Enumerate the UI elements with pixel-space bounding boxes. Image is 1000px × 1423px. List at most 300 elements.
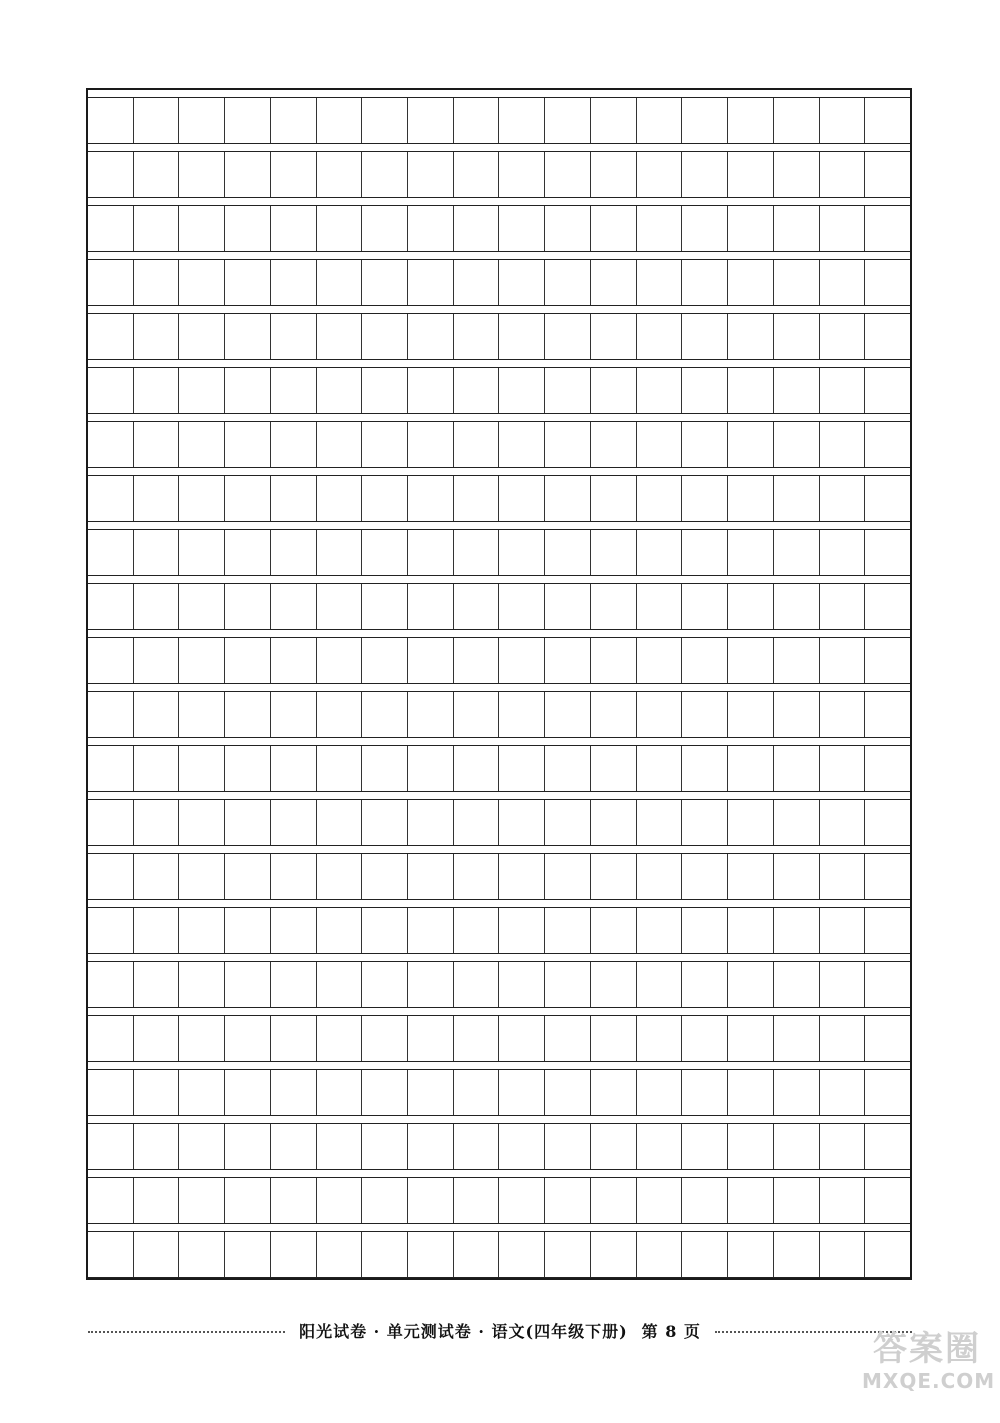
grid-cell[interactable]	[499, 368, 545, 413]
grid-cell[interactable]	[317, 422, 363, 467]
grid-cell[interactable]	[271, 1178, 317, 1223]
grid-cell[interactable]	[499, 1178, 545, 1223]
grid-cell[interactable]	[591, 1016, 637, 1061]
grid-cell[interactable]	[820, 962, 866, 1007]
grid-cell[interactable]	[454, 746, 500, 791]
grid-cell[interactable]	[225, 638, 271, 683]
grid-cell[interactable]	[774, 800, 820, 845]
grid-cell[interactable]	[499, 908, 545, 953]
grid-cell[interactable]	[271, 314, 317, 359]
grid-cell[interactable]	[408, 638, 454, 683]
grid-cell[interactable]	[134, 476, 180, 521]
grid-cell[interactable]	[362, 368, 408, 413]
grid-cell[interactable]	[774, 1016, 820, 1061]
grid-cell[interactable]	[362, 746, 408, 791]
grid-cell[interactable]	[271, 368, 317, 413]
grid-cell[interactable]	[179, 98, 225, 143]
grid-cell[interactable]	[271, 530, 317, 575]
grid-cell[interactable]	[179, 1070, 225, 1115]
grid-cell[interactable]	[134, 314, 180, 359]
grid-cell[interactable]	[454, 260, 500, 305]
grid-cell[interactable]	[865, 962, 910, 1007]
grid-cell[interactable]	[865, 98, 910, 143]
grid-cell[interactable]	[179, 530, 225, 575]
grid-cell[interactable]	[317, 476, 363, 521]
grid-cell[interactable]	[774, 260, 820, 305]
grid-cell[interactable]	[820, 1124, 866, 1169]
grid-cell[interactable]	[317, 1070, 363, 1115]
grid-cell[interactable]	[682, 530, 728, 575]
grid-cell[interactable]	[88, 314, 134, 359]
grid-cell[interactable]	[271, 206, 317, 251]
grid-cell[interactable]	[499, 98, 545, 143]
grid-cell[interactable]	[408, 422, 454, 467]
grid-cell[interactable]	[317, 152, 363, 197]
grid-cell[interactable]	[88, 746, 134, 791]
grid-cell[interactable]	[591, 584, 637, 629]
grid-cell[interactable]	[865, 692, 910, 737]
grid-cell[interactable]	[271, 1016, 317, 1061]
grid-cell[interactable]	[88, 530, 134, 575]
grid-cell[interactable]	[637, 1070, 683, 1115]
grid-cell[interactable]	[545, 530, 591, 575]
grid-cell[interactable]	[545, 908, 591, 953]
grid-cell[interactable]	[408, 1232, 454, 1277]
grid-cell[interactable]	[774, 368, 820, 413]
grid-cell[interactable]	[454, 206, 500, 251]
grid-cell[interactable]	[637, 638, 683, 683]
grid-cell[interactable]	[682, 908, 728, 953]
grid-cell[interactable]	[865, 746, 910, 791]
grid-cell[interactable]	[591, 746, 637, 791]
grid-cell[interactable]	[179, 422, 225, 467]
grid-cell[interactable]	[774, 962, 820, 1007]
grid-cell[interactable]	[545, 1124, 591, 1169]
grid-cell[interactable]	[454, 854, 500, 899]
grid-cell[interactable]	[728, 530, 774, 575]
grid-cell[interactable]	[499, 638, 545, 683]
grid-cell[interactable]	[179, 908, 225, 953]
grid-cell[interactable]	[682, 152, 728, 197]
grid-cell[interactable]	[499, 692, 545, 737]
grid-cell[interactable]	[545, 1232, 591, 1277]
grid-cell[interactable]	[591, 638, 637, 683]
grid-cell[interactable]	[774, 530, 820, 575]
grid-cell[interactable]	[545, 260, 591, 305]
grid-cell[interactable]	[591, 152, 637, 197]
grid-cell[interactable]	[728, 1124, 774, 1169]
grid-cell[interactable]	[682, 638, 728, 683]
grid-cell[interactable]	[88, 692, 134, 737]
grid-cell[interactable]	[682, 98, 728, 143]
grid-cell[interactable]	[408, 800, 454, 845]
grid-cell[interactable]	[454, 476, 500, 521]
grid-cell[interactable]	[225, 854, 271, 899]
grid-cell[interactable]	[591, 206, 637, 251]
grid-cell[interactable]	[728, 854, 774, 899]
grid-cell[interactable]	[591, 368, 637, 413]
grid-cell[interactable]	[591, 422, 637, 467]
grid-cell[interactable]	[499, 1070, 545, 1115]
grid-cell[interactable]	[820, 260, 866, 305]
grid-cell[interactable]	[820, 422, 866, 467]
grid-cell[interactable]	[362, 206, 408, 251]
grid-cell[interactable]	[682, 584, 728, 629]
grid-cell[interactable]	[317, 638, 363, 683]
grid-cell[interactable]	[317, 1178, 363, 1223]
grid-cell[interactable]	[865, 1016, 910, 1061]
grid-cell[interactable]	[820, 530, 866, 575]
grid-cell[interactable]	[499, 800, 545, 845]
grid-cell[interactable]	[225, 1070, 271, 1115]
grid-cell[interactable]	[454, 1070, 500, 1115]
grid-cell[interactable]	[362, 908, 408, 953]
grid-cell[interactable]	[499, 1016, 545, 1061]
grid-cell[interactable]	[682, 1070, 728, 1115]
grid-cell[interactable]	[820, 1016, 866, 1061]
grid-cell[interactable]	[88, 1070, 134, 1115]
grid-cell[interactable]	[637, 476, 683, 521]
grid-cell[interactable]	[774, 476, 820, 521]
grid-cell[interactable]	[408, 1124, 454, 1169]
grid-cell[interactable]	[545, 206, 591, 251]
grid-cell[interactable]	[820, 1232, 866, 1277]
grid-cell[interactable]	[454, 422, 500, 467]
grid-cell[interactable]	[865, 1178, 910, 1223]
grid-cell[interactable]	[499, 854, 545, 899]
grid-cell[interactable]	[637, 206, 683, 251]
grid-cell[interactable]	[545, 368, 591, 413]
grid-cell[interactable]	[362, 638, 408, 683]
grid-cell[interactable]	[591, 1070, 637, 1115]
grid-cell[interactable]	[271, 800, 317, 845]
grid-cell[interactable]	[271, 152, 317, 197]
grid-cell[interactable]	[545, 314, 591, 359]
grid-cell[interactable]	[179, 692, 225, 737]
grid-cell[interactable]	[774, 1232, 820, 1277]
grid-cell[interactable]	[865, 314, 910, 359]
grid-cell[interactable]	[408, 1178, 454, 1223]
grid-cell[interactable]	[820, 638, 866, 683]
grid-cell[interactable]	[682, 260, 728, 305]
grid-cell[interactable]	[134, 422, 180, 467]
grid-cell[interactable]	[865, 800, 910, 845]
grid-cell[interactable]	[682, 962, 728, 1007]
grid-cell[interactable]	[362, 98, 408, 143]
grid-cell[interactable]	[179, 368, 225, 413]
grid-cell[interactable]	[499, 1232, 545, 1277]
grid-cell[interactable]	[728, 692, 774, 737]
grid-cell[interactable]	[820, 584, 866, 629]
grid-cell[interactable]	[179, 584, 225, 629]
grid-cell[interactable]	[682, 800, 728, 845]
grid-cell[interactable]	[454, 98, 500, 143]
grid-cell[interactable]	[865, 1070, 910, 1115]
grid-cell[interactable]	[88, 908, 134, 953]
grid-cell[interactable]	[408, 368, 454, 413]
grid-cell[interactable]	[362, 1232, 408, 1277]
grid-cell[interactable]	[820, 692, 866, 737]
grid-cell[interactable]	[682, 422, 728, 467]
grid-cell[interactable]	[728, 1070, 774, 1115]
grid-cell[interactable]	[728, 638, 774, 683]
grid-cell[interactable]	[545, 1178, 591, 1223]
grid-cell[interactable]	[865, 908, 910, 953]
grid-cell[interactable]	[591, 1178, 637, 1223]
grid-cell[interactable]	[179, 1178, 225, 1223]
grid-cell[interactable]	[545, 854, 591, 899]
grid-cell[interactable]	[591, 692, 637, 737]
grid-cell[interactable]	[408, 908, 454, 953]
grid-cell[interactable]	[408, 152, 454, 197]
grid-cell[interactable]	[591, 800, 637, 845]
grid-cell[interactable]	[820, 800, 866, 845]
grid-cell[interactable]	[454, 530, 500, 575]
grid-cell[interactable]	[591, 1232, 637, 1277]
grid-cell[interactable]	[317, 584, 363, 629]
grid-cell[interactable]	[454, 584, 500, 629]
grid-cell[interactable]	[134, 908, 180, 953]
grid-cell[interactable]	[134, 638, 180, 683]
grid-cell[interactable]	[408, 692, 454, 737]
grid-cell[interactable]	[225, 260, 271, 305]
grid-cell[interactable]	[317, 908, 363, 953]
grid-cell[interactable]	[134, 854, 180, 899]
grid-cell[interactable]	[225, 314, 271, 359]
grid-cell[interactable]	[317, 962, 363, 1007]
grid-cell[interactable]	[362, 1124, 408, 1169]
grid-cell[interactable]	[545, 746, 591, 791]
grid-cell[interactable]	[820, 98, 866, 143]
grid-cell[interactable]	[362, 422, 408, 467]
grid-cell[interactable]	[774, 692, 820, 737]
grid-cell[interactable]	[88, 800, 134, 845]
grid-cell[interactable]	[408, 1070, 454, 1115]
grid-cell[interactable]	[408, 476, 454, 521]
grid-cell[interactable]	[271, 854, 317, 899]
grid-cell[interactable]	[271, 98, 317, 143]
grid-cell[interactable]	[545, 1016, 591, 1061]
grid-cell[interactable]	[637, 1232, 683, 1277]
grid-cell[interactable]	[88, 638, 134, 683]
grid-cell[interactable]	[820, 152, 866, 197]
grid-cell[interactable]	[499, 152, 545, 197]
grid-cell[interactable]	[134, 152, 180, 197]
grid-cell[interactable]	[362, 800, 408, 845]
grid-cell[interactable]	[271, 476, 317, 521]
grid-cell[interactable]	[362, 584, 408, 629]
grid-cell[interactable]	[682, 1232, 728, 1277]
grid-cell[interactable]	[271, 692, 317, 737]
grid-cell[interactable]	[271, 1232, 317, 1277]
grid-cell[interactable]	[317, 314, 363, 359]
grid-cell[interactable]	[682, 692, 728, 737]
grid-cell[interactable]	[179, 962, 225, 1007]
grid-cell[interactable]	[820, 314, 866, 359]
grid-cell[interactable]	[682, 1124, 728, 1169]
grid-cell[interactable]	[682, 368, 728, 413]
grid-cell[interactable]	[728, 908, 774, 953]
grid-cell[interactable]	[408, 584, 454, 629]
grid-cell[interactable]	[774, 854, 820, 899]
grid-cell[interactable]	[820, 908, 866, 953]
grid-cell[interactable]	[637, 422, 683, 467]
grid-cell[interactable]	[728, 1178, 774, 1223]
grid-cell[interactable]	[774, 152, 820, 197]
grid-cell[interactable]	[88, 1178, 134, 1223]
grid-cell[interactable]	[88, 260, 134, 305]
grid-cell[interactable]	[637, 314, 683, 359]
grid-cell[interactable]	[637, 962, 683, 1007]
grid-cell[interactable]	[545, 1070, 591, 1115]
grid-cell[interactable]	[545, 152, 591, 197]
grid-cell[interactable]	[454, 800, 500, 845]
grid-cell[interactable]	[454, 152, 500, 197]
grid-cell[interactable]	[362, 314, 408, 359]
grid-cell[interactable]	[774, 422, 820, 467]
grid-cell[interactable]	[637, 98, 683, 143]
grid-cell[interactable]	[88, 206, 134, 251]
grid-cell[interactable]	[637, 854, 683, 899]
grid-cell[interactable]	[134, 206, 180, 251]
grid-cell[interactable]	[820, 746, 866, 791]
grid-cell[interactable]	[225, 368, 271, 413]
grid-cell[interactable]	[225, 908, 271, 953]
grid-cell[interactable]	[88, 98, 134, 143]
grid-cell[interactable]	[225, 692, 271, 737]
grid-cell[interactable]	[591, 530, 637, 575]
grid-cell[interactable]	[88, 476, 134, 521]
grid-cell[interactable]	[179, 476, 225, 521]
grid-cell[interactable]	[179, 152, 225, 197]
grid-cell[interactable]	[682, 1178, 728, 1223]
grid-cell[interactable]	[454, 692, 500, 737]
grid-cell[interactable]	[271, 1124, 317, 1169]
grid-cell[interactable]	[774, 908, 820, 953]
grid-cell[interactable]	[225, 206, 271, 251]
grid-cell[interactable]	[545, 800, 591, 845]
grid-cell[interactable]	[134, 1070, 180, 1115]
grid-cell[interactable]	[408, 260, 454, 305]
grid-cell[interactable]	[637, 260, 683, 305]
grid-cell[interactable]	[225, 1178, 271, 1223]
grid-cell[interactable]	[179, 854, 225, 899]
grid-cell[interactable]	[317, 530, 363, 575]
grid-cell[interactable]	[317, 260, 363, 305]
grid-cell[interactable]	[454, 1016, 500, 1061]
grid-cell[interactable]	[591, 1124, 637, 1169]
grid-cell[interactable]	[88, 962, 134, 1007]
grid-cell[interactable]	[225, 152, 271, 197]
grid-cell[interactable]	[820, 1070, 866, 1115]
grid-cell[interactable]	[545, 584, 591, 629]
grid-cell[interactable]	[362, 476, 408, 521]
grid-cell[interactable]	[134, 1016, 180, 1061]
grid-cell[interactable]	[271, 638, 317, 683]
grid-cell[interactable]	[774, 206, 820, 251]
grid-cell[interactable]	[637, 692, 683, 737]
grid-cell[interactable]	[134, 584, 180, 629]
grid-cell[interactable]	[317, 1124, 363, 1169]
grid-cell[interactable]	[682, 206, 728, 251]
grid-cell[interactable]	[271, 908, 317, 953]
grid-cell[interactable]	[865, 530, 910, 575]
grid-cell[interactable]	[225, 584, 271, 629]
grid-cell[interactable]	[865, 422, 910, 467]
grid-cell[interactable]	[271, 962, 317, 1007]
grid-cell[interactable]	[179, 260, 225, 305]
grid-cell[interactable]	[545, 692, 591, 737]
grid-cell[interactable]	[591, 260, 637, 305]
grid-cell[interactable]	[454, 1232, 500, 1277]
grid-cell[interactable]	[728, 152, 774, 197]
grid-cell[interactable]	[179, 800, 225, 845]
grid-cell[interactable]	[545, 98, 591, 143]
grid-cell[interactable]	[362, 1070, 408, 1115]
grid-cell[interactable]	[774, 1070, 820, 1115]
grid-cell[interactable]	[591, 908, 637, 953]
grid-cell[interactable]	[134, 692, 180, 737]
grid-cell[interactable]	[225, 1232, 271, 1277]
grid-cell[interactable]	[591, 98, 637, 143]
grid-cell[interactable]	[225, 962, 271, 1007]
grid-cell[interactable]	[408, 206, 454, 251]
grid-cell[interactable]	[774, 98, 820, 143]
grid-cell[interactable]	[225, 422, 271, 467]
grid-cell[interactable]	[865, 206, 910, 251]
grid-cell[interactable]	[271, 422, 317, 467]
grid-cell[interactable]	[454, 368, 500, 413]
grid-cell[interactable]	[408, 98, 454, 143]
grid-cell[interactable]	[408, 962, 454, 1007]
grid-cell[interactable]	[179, 1016, 225, 1061]
grid-cell[interactable]	[637, 1016, 683, 1061]
grid-cell[interactable]	[637, 530, 683, 575]
grid-cell[interactable]	[682, 1016, 728, 1061]
grid-cell[interactable]	[499, 206, 545, 251]
grid-cell[interactable]	[134, 746, 180, 791]
grid-cell[interactable]	[317, 1016, 363, 1061]
grid-cell[interactable]	[545, 638, 591, 683]
grid-cell[interactable]	[820, 1178, 866, 1223]
grid-cell[interactable]	[408, 854, 454, 899]
grid-cell[interactable]	[637, 908, 683, 953]
grid-cell[interactable]	[820, 206, 866, 251]
grid-cell[interactable]	[499, 530, 545, 575]
grid-cell[interactable]	[225, 1016, 271, 1061]
grid-cell[interactable]	[408, 314, 454, 359]
grid-cell[interactable]	[591, 962, 637, 1007]
grid-cell[interactable]	[774, 584, 820, 629]
grid-cell[interactable]	[179, 206, 225, 251]
grid-cell[interactable]	[134, 260, 180, 305]
grid-cell[interactable]	[454, 1124, 500, 1169]
grid-cell[interactable]	[637, 1124, 683, 1169]
grid-cell[interactable]	[362, 260, 408, 305]
grid-cell[interactable]	[499, 746, 545, 791]
grid-cell[interactable]	[865, 476, 910, 521]
grid-cell[interactable]	[88, 368, 134, 413]
grid-cell[interactable]	[408, 1016, 454, 1061]
grid-cell[interactable]	[499, 422, 545, 467]
grid-cell[interactable]	[682, 746, 728, 791]
grid-cell[interactable]	[865, 1124, 910, 1169]
grid-cell[interactable]	[179, 1232, 225, 1277]
grid-cell[interactable]	[728, 422, 774, 467]
grid-cell[interactable]	[362, 692, 408, 737]
grid-cell[interactable]	[820, 476, 866, 521]
grid-cell[interactable]	[271, 746, 317, 791]
